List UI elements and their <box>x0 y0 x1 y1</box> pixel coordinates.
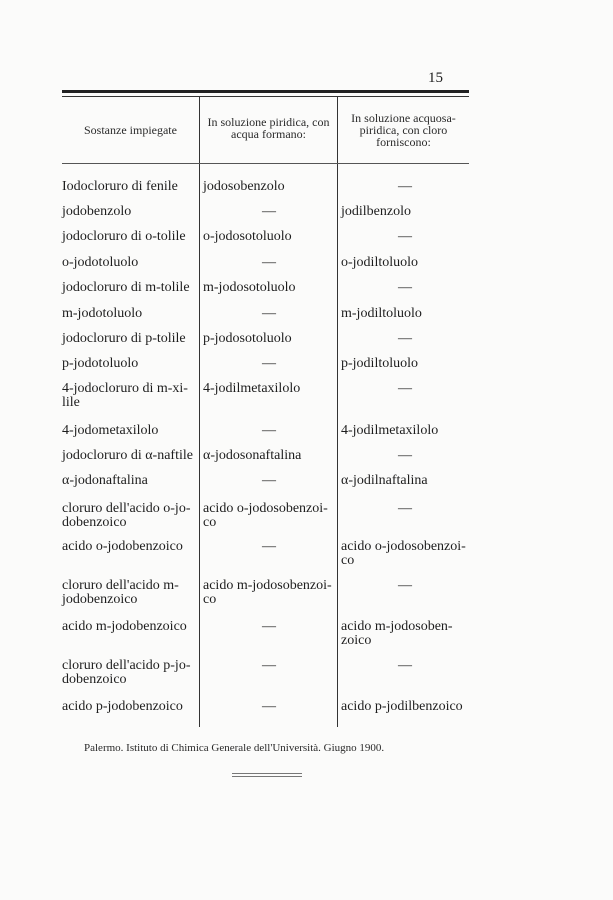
table-cell-c2: — <box>262 255 276 270</box>
table-cell-c3: — <box>398 578 412 593</box>
table-cell-c2: — <box>262 306 276 321</box>
table-cell-c3: — <box>398 179 412 194</box>
table-cell-c1: cloruro dell'acido m- jodobenzoico <box>62 578 179 607</box>
table-cell-c2: — <box>262 473 276 488</box>
header-pyridine-water: In soluzione piridica, con acqua formano: <box>207 115 330 141</box>
header-pyridine-chlorine: In soluzione acquosa-piridica, con cloro forniscono: <box>351 111 456 149</box>
table-cell-c2: p-jodosotoluolo <box>203 331 292 346</box>
table-cell-c1: jodocloruro di o-tolile <box>62 229 186 244</box>
table-cell-c3: o-jodiltoluolo <box>341 255 418 270</box>
table-cell-c2: 4-jodilmetaxilolo <box>203 381 301 396</box>
page-number: 15 <box>428 70 443 86</box>
table-cell-c2: — <box>262 356 276 371</box>
table-cell-c2: — <box>262 658 276 673</box>
table-cell-c3: — <box>398 280 412 295</box>
table-cell-c3: α-jodilnaftalina <box>341 473 428 488</box>
table-cell-c3: — <box>398 448 412 463</box>
table-cell-c3: — <box>398 381 412 396</box>
table-cell-c3: jodilbenzolo <box>341 204 411 219</box>
table-cell-c1: acido m-jodobenzoico <box>62 619 187 634</box>
table-cell-c2: — <box>262 423 276 438</box>
table-cell-c2: acido m-jodosobenzoi- co <box>203 578 332 607</box>
footer-rule <box>232 773 302 774</box>
header-rule <box>62 163 469 164</box>
table-cell-c2: — <box>262 619 276 634</box>
table-cell-c2: — <box>262 204 276 219</box>
table-cell-c2: o-jodosotoluolo <box>203 229 292 244</box>
column-divider <box>337 97 338 727</box>
table-cell-c2: — <box>262 539 276 554</box>
footer-rule <box>232 776 302 777</box>
table-cell-c3: m-jodiltoluolo <box>341 306 422 321</box>
table-cell-c1: jodocloruro di m-tolile <box>62 280 190 295</box>
table-cell-c3: acido m-jodosoben- zoico <box>341 619 453 648</box>
table-cell-c1: acido p-jodobenzoico <box>62 699 183 714</box>
table-cell-c1: 4-jodocloruro di m-xi- lile <box>62 381 188 410</box>
footer-note: Palermo. Istituto di Chimica Generale dell'Università. Giugno 1900. <box>84 742 385 754</box>
table-cell-c1: acido o-jodobenzoico <box>62 539 183 554</box>
table-cell-c2: jodosobenzolo <box>203 179 285 194</box>
table-cell-c1: jodobenzolo <box>62 204 132 219</box>
top-rule-thick <box>62 90 469 93</box>
table-cell-c2: α-jodosonaftalina <box>203 448 302 463</box>
table-cell-c3: acido o-jodosobenzoi- co <box>341 539 466 568</box>
table-cell-c2: — <box>262 699 276 714</box>
table-cell-c3: — <box>398 331 412 346</box>
table-cell-c2: acido o-jodosobenzoi- co <box>203 501 328 530</box>
table-cell-c3: acido p-jodilbenzoico <box>341 699 463 714</box>
table-cell-c1: cloruro dell'acido p-jo- dobenzoico <box>62 658 191 687</box>
table-cell-c3: — <box>398 229 412 244</box>
table-cell-c1: Iodocloruro di fenile <box>62 179 178 194</box>
table-cell-c3: — <box>398 658 412 673</box>
table-cell-c1: α-jodonaftalina <box>62 473 148 488</box>
table-cell-c1: jodocloruro di α-naftile <box>62 448 193 463</box>
column-divider <box>199 97 200 727</box>
table-cell-c1: 4-jodometaxilolo <box>62 423 159 438</box>
header-substances: Sostanze impiegate <box>84 123 177 137</box>
table-cell-c1: m-jodotoluolo <box>62 306 143 321</box>
table-cell-c3: — <box>398 501 412 516</box>
table-cell-c1: cloruro dell'acido o-jo- dobenzoico <box>62 501 191 530</box>
table-cell-c2: m-jodosotoluolo <box>203 280 296 295</box>
table-cell-c1: jodocloruro di p-tolile <box>62 331 186 346</box>
table-cell-c1: p-jodotoluolo <box>62 356 139 371</box>
top-rule-thin <box>62 96 469 97</box>
table-cell-c3: 4-jodilmetaxilolo <box>341 423 439 438</box>
table-cell-c3: p-jodiltoluolo <box>341 356 418 371</box>
table-cell-c1: o-jodotoluolo <box>62 255 139 270</box>
